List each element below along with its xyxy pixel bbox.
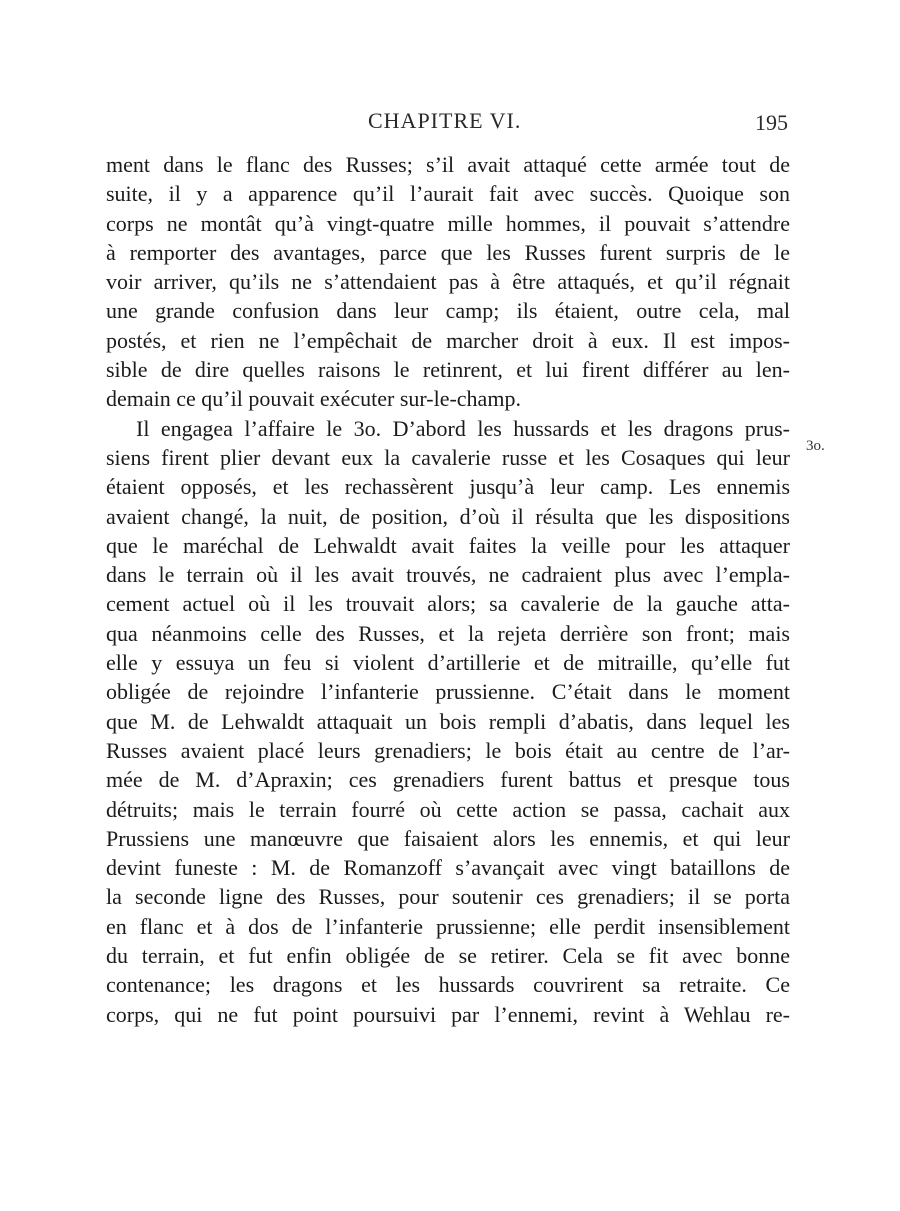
- text-line: corps, qui ne fut point poursuivi par l’ennemi, revint à Wehlau re-: [106, 1001, 790, 1027]
- text-line: corps ne montât qu’à vingt-quatre mille hommes, il pouvait s’attendre: [106, 210, 790, 236]
- running-head: [0, 108, 900, 144]
- text-line: Il engagea l’affaire le 3o. D’abord les hussards et les dragons prus-: [136, 415, 790, 441]
- text-line: une grande confusion dans leur camp; ils étaient, outre cela, mal: [106, 298, 790, 324]
- text-line: suite, il y a apparence qu’il l’aurait fait avec succès. Quoique son: [106, 181, 790, 207]
- text-line: détruits; mais le terrain fourré où cette action se passa, cachait aux: [106, 796, 790, 822]
- text-line: à remporter des avantages, parce que les Russes furent surpris de le: [106, 239, 790, 265]
- chapter-title: CHAPITRE VI.: [368, 108, 522, 133]
- text-line: devint funeste : M. de Romanzoff s’avançait avec vingt bataillons de: [106, 855, 790, 881]
- text-line: demain ce qu’il pouvait exécuter sur-le-champ.: [106, 386, 521, 412]
- text-line: qua néanmoins celle des Russes, et la rejeta derrière son front; mais: [106, 620, 790, 646]
- text-line: avaient changé, la nuit, de position, d’où il résulta que les dispositions: [106, 503, 790, 529]
- text-line: du terrain, et fut enfin obligée de se retirer. Cela se fit avec bonne: [106, 943, 790, 969]
- text-line: postés, et rien ne l’empêchait de marcher droit à eux. Il est impos-: [106, 327, 790, 353]
- text-line: en flanc et à dos de l’infanterie prussienne; elle perdit insensiblement: [106, 913, 790, 939]
- text-line: sible de dire quelles raisons le retinrent, et lui firent différer au len-: [106, 357, 790, 383]
- body-text: [106, 150, 790, 1029]
- page-number: 195: [755, 110, 788, 135]
- text-line: dans le terrain où il les avait trouvés, ne cadraient plus avec l’empla-: [106, 562, 790, 588]
- text-line: Prussiens une manœuvre que faisaient alors les ennemis, et qui leur: [106, 825, 790, 851]
- paragraph-1: [106, 150, 790, 414]
- text-line: Russes avaient placé leurs grenadiers; le bois était au centre de l’ar-: [106, 737, 790, 763]
- paragraph-2: [106, 414, 790, 1029]
- text-line: ment dans le flanc des Russes; s’il avait attaqué cette armée tout de: [106, 152, 790, 177]
- margin-date-note: 3o.: [806, 438, 825, 454]
- text-line: mée de M. d’Apraxin; ces grenadiers furent battus et presque tous: [106, 767, 790, 793]
- text-line: contenance; les dragons et les hussards couvrirent sa retraite. Ce: [106, 972, 790, 998]
- text-line: la seconde ligne des Russes, pour soutenir ces grenadiers; il se porta: [106, 884, 790, 910]
- text-line: siens firent plier devant eux la cavalerie russe et les Cosaques qui leur: [106, 444, 790, 470]
- text-line: que le maréchal de Lehwaldt avait faites la veille pour les attaquer: [106, 532, 790, 558]
- text-line: obligée de rejoindre l’infanterie prussienne. C’était dans le moment: [106, 679, 790, 705]
- text-line: voir arriver, qu’ils ne s’attendaient pas à être attaqués, et qu’il régnait: [106, 269, 790, 295]
- text-line: étaient opposés, et les rechassèrent jusqu’à leur camp. Les ennemis: [106, 474, 790, 500]
- text-line: elle y essuya un feu si violent d’artillerie et de mitraille, qu’elle fut: [106, 650, 790, 676]
- text-line: que M. de Lehwaldt attaquait un bois rempli d’abatis, dans lequel les: [106, 708, 790, 734]
- text-line: cement actuel où il les trouvait alors; sa cavalerie de la gauche atta-: [106, 591, 790, 617]
